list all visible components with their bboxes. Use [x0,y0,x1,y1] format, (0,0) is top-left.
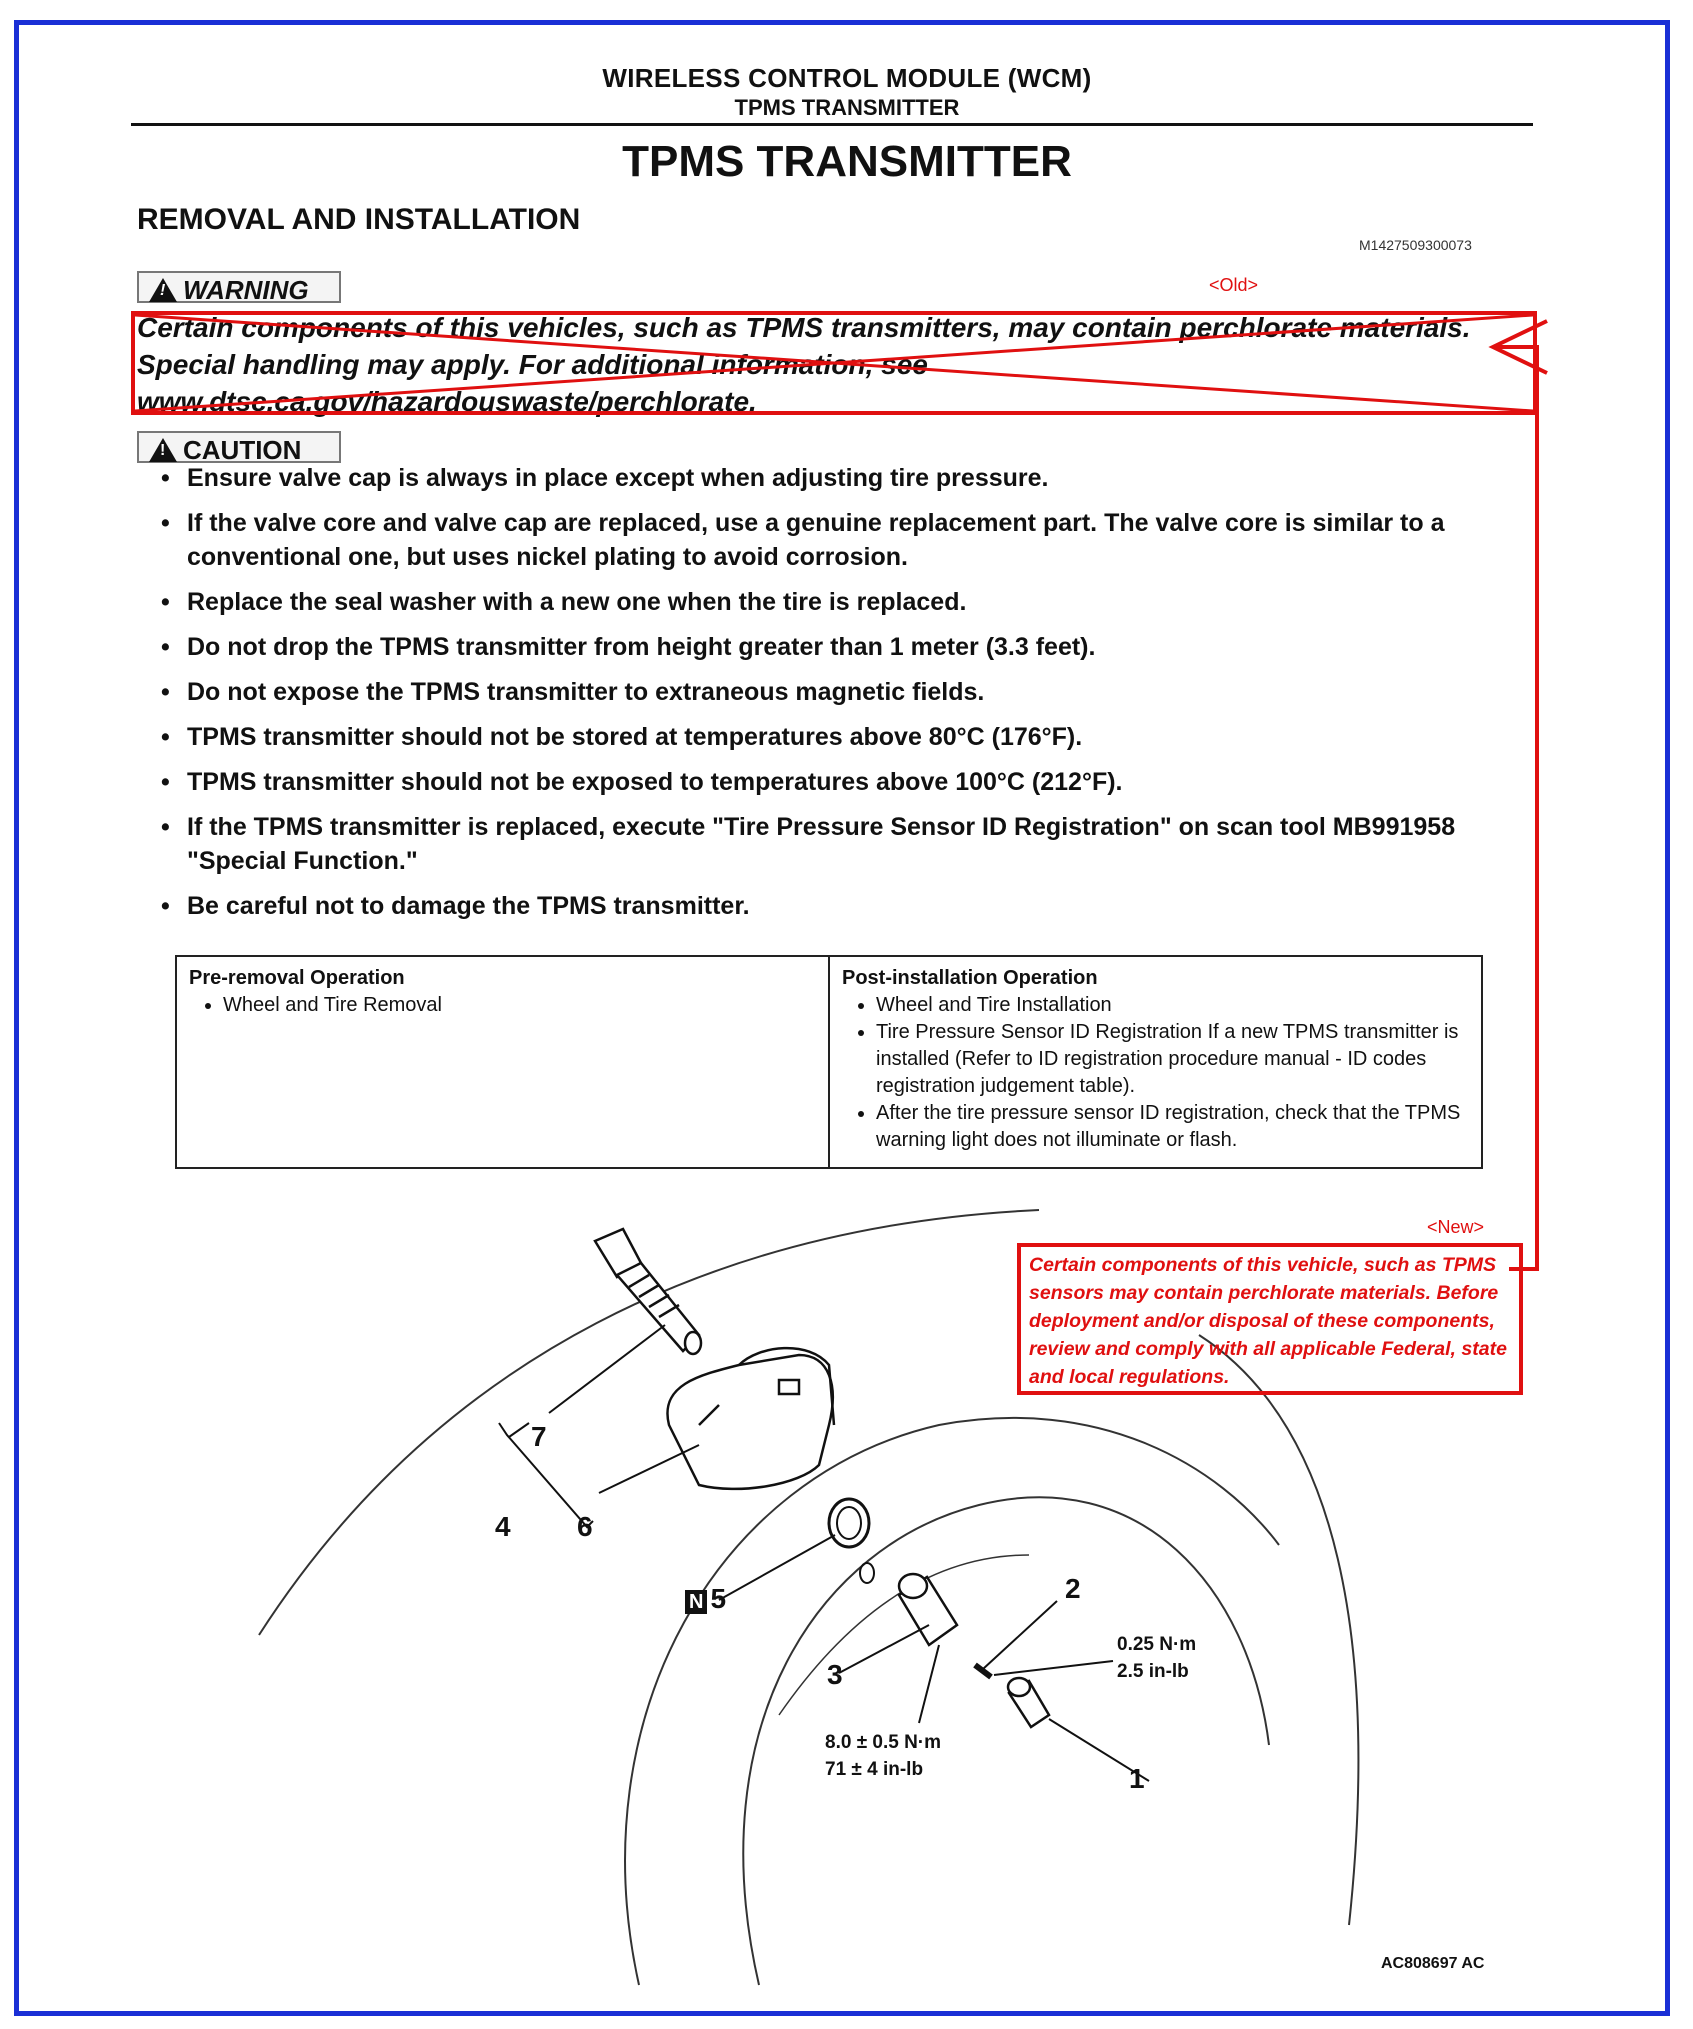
torque-nut [825,1729,941,1783]
post-installation-item: • After the tire pressure sensor ID registration, check that the TPMS warning light does not illuminate or flash. [876,1100,1469,1154]
post-installation-item: • Tire Pressure Sensor ID Registration If a new TPMS transmitter is installed (Refer to ID registration procedure manual - ID codes registration judgement table). [876,1019,1469,1100]
new-label: <New> [1427,1217,1485,1237]
caution-item: • TPMS transmitter should not be exposed to temperatures above 100°C (212°F). [155,765,1525,799]
valve-stem-part [595,1229,701,1354]
tpms-exploded-diagram [19,25,1665,2011]
caution-item: • Do not drop the TPMS transmitter from height greater than 1 meter (3.3 feet). [155,630,1525,664]
caution-item: • Ensure valve cap is always in place except when adjusting tire pressure. [155,461,1525,495]
page-frame [14,20,1670,2016]
callout-5-number: 5 [710,1583,727,1614]
valve-cap-part [1008,1678,1049,1727]
nut-part [899,1574,957,1645]
new-part-n-mark: N [685,1590,707,1614]
header-module: WIRELESS CONTROL MODULE (WCM) [602,63,1092,93]
post-installation-item: • Wheel and Tire Installation [876,992,1469,1019]
caution-item: • Be careful not to damage the TPMS transmitter. [155,889,1525,923]
torque-valve-core [1117,1631,1196,1685]
caution-item: • TPMS transmitter should not be stored at temperatures above 80°C (176°F). [155,720,1525,754]
warning-label: WARNING [183,275,309,305]
valve-core-part [975,1665,991,1677]
figure-id: AC808697 AC [1381,1955,1485,1972]
header-subtitle: TPMS TRANSMITTER [734,95,960,120]
torque-nut-inlb: 71 ± 4 in-lb [825,1759,924,1780]
pre-removal-item: • Wheel and Tire Removal [223,992,816,1019]
caution-item: • If the valve core and valve cap are replaced, use a genuine replacement part. The valve core is similar to a conventional one, but uses nickel plating to avoid corrosion. [155,506,1525,574]
tpms-sensor-part [667,1348,834,1489]
post-installation-heading: Post-installation Operation [842,967,1098,989]
torque-nut-nm: 8.0 ± 0.5 N·m [825,1732,942,1753]
callout-1: 1 [1129,1763,1145,1794]
new-warning-box: Certain components of this vehicle, such as TPMS sensors may contain perchlorate materials. Before deployment and/or disposal of these components, review and comply with all applicable Federal, state and local regulations. [1017,1243,1523,1395]
callout-2: 2 [1065,1573,1081,1604]
caution-item: • If the TPMS transmitter is replaced, execute "Tire Pressure Sensor ID Registration" on scan tool MB991958 "Special Function." [155,810,1525,878]
torque-valve-core-nm: 0.25 N·m [1117,1634,1197,1655]
callout-5 [685,1583,726,1615]
warning-text: Certain components of this vehicles, such as TPMS transmitters, may contain perchlorate materials. Special handling may apply. For additional information, see www.dtsc.ca.gov/hazardouswaste/perchlorate. [137,312,1471,417]
callout-6: 6 [577,1511,593,1542]
caution-label: CAUTION [183,435,302,465]
revision-arrow [1493,347,1537,1269]
callout-7: 7 [531,1421,547,1452]
caution-item: • Do not expose the TPMS transmitter to extraneous magnetic fields. [155,675,1525,709]
callout-4: 4 [495,1511,511,1542]
old-label: <Old> [1209,275,1259,295]
page-title: TPMS TRANSMITTER [622,137,1072,186]
callout-3: 3 [827,1659,843,1690]
section-heading: REMOVAL AND INSTALLATION [137,203,581,236]
caution-item: • Replace the seal washer with a new one when the tire is replaced. [155,585,1525,619]
pre-removal-heading: Pre-removal Operation [189,967,405,989]
torque-valve-core-inlb: 2.5 in-lb [1117,1661,1189,1682]
document-id: M1427509300073 [1359,237,1472,253]
